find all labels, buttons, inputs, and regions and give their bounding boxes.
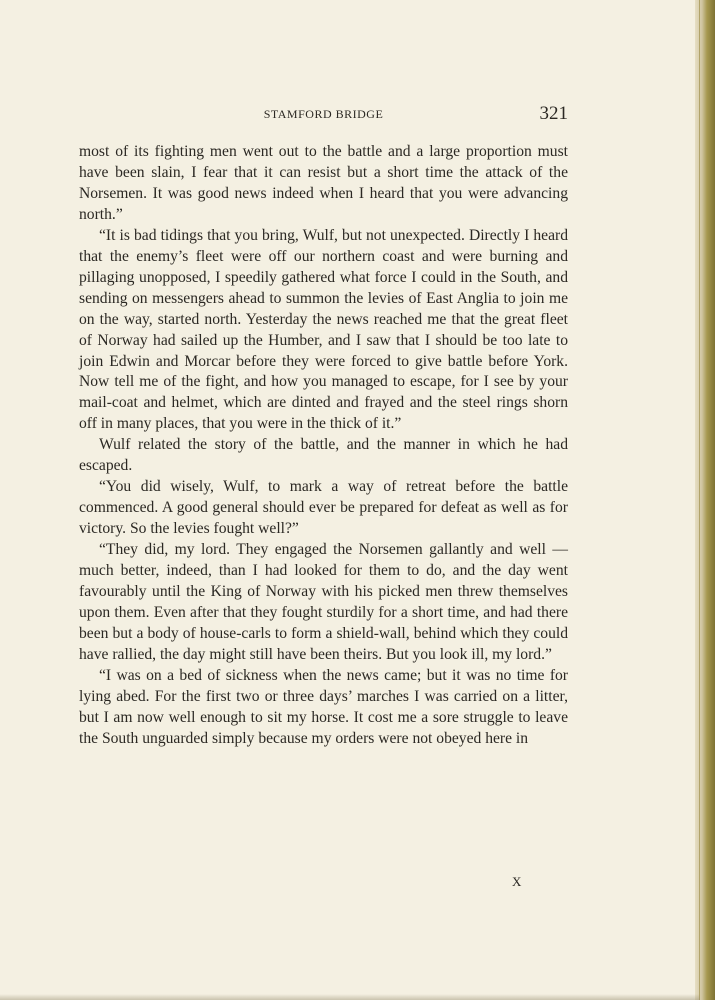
body-text <box>79 142 568 750</box>
paragraph: “It is bad tidings that you bring, Wulf, but not unexpected. Directly I heard that the enemy’s fleet were off our northern coast and were burning and pillaging unopposed, I speedily gathered what force I could in the South, and sending on messengers ahead to summon the levies of East Anglia to join me on the way, started north. Yesterday the news reached me that the great fleet of Norway had sailed up the Humber, and I saw that I should be too late to join Edwin and Morcar before they were forced to give battle before York. Now tell me of the fight, and how you managed to escape, for I see by your mail-coat and helmet, which are dinted and frayed and the steel rings shorn off in many places, that you were in the thick of it.” <box>79 226 568 433</box>
signature-mark: X <box>512 874 522 889</box>
page-header <box>79 103 568 127</box>
paragraph: “They did, my lord. They engaged the Norsemen gallantly and well — much better, indeed, than I had looked for them to do, and the day went favourably until the King of Norway with his picked men threw themselves upon them. Even after that they fought sturdily for a short time, and had there been but a body of house-carls to form a shield-wall, behind which they could have rallied, the day might still have been theirs. But you look ill, my lord.” <box>79 541 568 663</box>
paragraph: Wulf related the story of the battle, and the manner in which he had escaped. <box>79 436 568 475</box>
page-edge <box>695 0 715 1000</box>
paragraph: most of its fighting men went out to the battle and a large proportion must have been slain, I fear that it can resist but a short time the attack of the Norsemen. It was good news indeed when I heard that you were advancing north.” <box>79 143 568 223</box>
page-number: 321 <box>539 103 568 124</box>
page-bottom-shadow <box>0 994 700 1000</box>
paragraph: “You did wisely, Wulf, to mark a way of retreat before the battle commenced. A good general should ever be prepared for defeat as well as for victory. So the levies fought well?” <box>79 478 568 538</box>
running-head: STAMFORD BRIDGE <box>263 107 384 121</box>
paragraph: “I was on a bed of sickness when the news came; but it was no time for lying abed. For the first two or three days’ marches I was carried on a litter, but I am now well enough to sit my horse. It cost me a sore struggle to leave the South unguarded simply because my orders were not obeyed here in <box>79 666 568 747</box>
